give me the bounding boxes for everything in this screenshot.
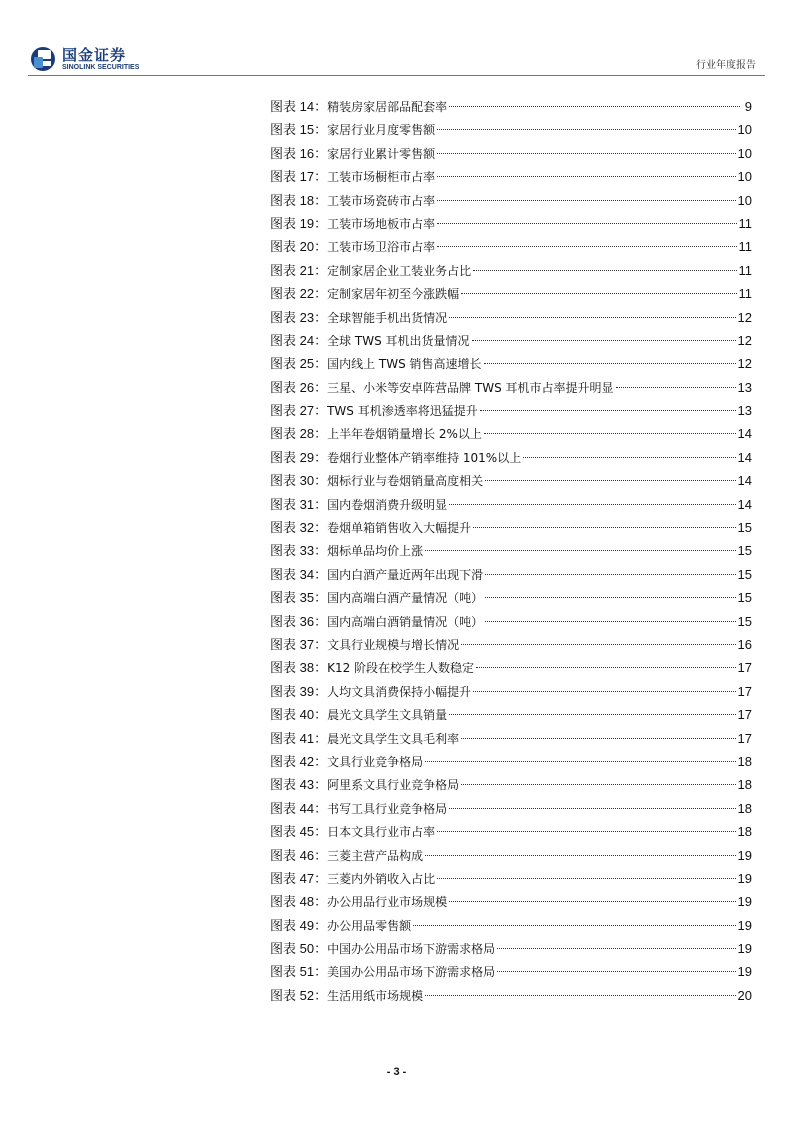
dot-leader — [461, 644, 735, 645]
figure-page-number: 17 — [737, 707, 752, 723]
figure-page-number: 13 — [737, 403, 752, 419]
toc-entry[interactable] — [270, 399, 752, 422]
toc-entry[interactable] — [270, 493, 752, 516]
figure-label: 图表 43： — [270, 777, 328, 793]
toc-entry[interactable] — [270, 633, 752, 656]
figure-title: 上半年卷烟销量增长 2%以上 — [327, 427, 482, 442]
dot-leader — [473, 527, 735, 528]
logo-chinese-name: 国金证券 — [62, 46, 127, 64]
dot-leader — [480, 410, 736, 411]
figure-label: 图表 32： — [270, 520, 328, 536]
toc-entry[interactable] — [270, 446, 752, 469]
dot-leader — [484, 433, 736, 434]
figure-label: 图表 36： — [270, 613, 328, 629]
toc-entry[interactable] — [270, 95, 752, 118]
figure-page-number: 11 — [738, 239, 752, 255]
figure-title: 三星、小米等安卓阵营品牌 TWS 耳机市占率提升明显 — [327, 380, 614, 395]
figure-page-number: 18 — [737, 800, 752, 816]
dot-leader — [449, 504, 735, 505]
figure-page-number: 19 — [737, 941, 752, 957]
figure-page-number: 15 — [737, 613, 752, 629]
figure-title: 全球 TWS 耳机出货量情况 — [327, 333, 470, 348]
figure-title: 全球智能手机出货情况 — [327, 310, 448, 325]
figure-page-number: 19 — [737, 964, 752, 980]
figure-label: 图表 44： — [270, 800, 328, 816]
figure-label: 图表 31： — [270, 496, 328, 512]
figure-page-number: 19 — [737, 870, 752, 886]
figure-title: 国内白酒产量近两年出现下滑 — [327, 567, 484, 582]
dot-leader — [449, 106, 740, 107]
figure-page-number: 12 — [737, 309, 752, 325]
figure-page-number: 14 — [737, 473, 752, 489]
figure-title: 办公用品零售额 — [327, 918, 412, 933]
figure-page-number: 15 — [737, 543, 752, 559]
figure-label: 图表 23： — [270, 309, 328, 325]
figure-label: 图表 15： — [270, 122, 328, 138]
figure-label: 图表 35： — [270, 590, 328, 606]
figure-label: 图表 52： — [270, 987, 328, 1003]
figure-title: 书写工具行业竞争格局 — [327, 801, 448, 816]
dot-leader — [473, 691, 735, 692]
dot-leader — [413, 925, 735, 926]
figure-page-number: 17 — [737, 730, 752, 746]
toc-entry[interactable] — [270, 797, 752, 820]
figure-title: 定制家居企业工装业务占比 — [327, 263, 472, 278]
figure-page-number: 10 — [737, 169, 752, 185]
figure-label: 图表 19： — [270, 215, 328, 231]
toc-entry[interactable] — [270, 750, 752, 773]
figure-title: 烟标单品均价上涨 — [327, 544, 424, 559]
figure-page-number: 12 — [737, 356, 752, 372]
dot-leader — [449, 317, 735, 318]
dot-leader — [473, 270, 736, 271]
toc-entry[interactable] — [270, 563, 752, 586]
company-logo — [30, 44, 170, 74]
figure-page-number: 10 — [737, 192, 752, 208]
figure-label: 图表 41： — [270, 730, 328, 746]
toc-entry[interactable] — [270, 469, 752, 492]
figure-page-number: 13 — [737, 379, 752, 395]
figure-page-number: 10 — [737, 122, 752, 138]
dot-leader — [497, 948, 735, 949]
dot-leader — [461, 738, 735, 739]
toc-entry[interactable] — [270, 516, 752, 539]
figure-title: 晨光文具学生文具毛利率 — [327, 731, 460, 746]
dot-leader — [425, 995, 735, 996]
logo-english-name: SINOLINK SECURITIES — [62, 64, 140, 71]
figure-page-number: 15 — [737, 566, 752, 582]
figure-label: 图表 30： — [270, 473, 328, 489]
toc-entry[interactable] — [270, 306, 752, 329]
figure-label: 图表 51： — [270, 964, 328, 980]
figure-label: 图表 46： — [270, 847, 328, 863]
figure-label: 图表 24： — [270, 332, 328, 348]
figure-label: 图表 45： — [270, 824, 328, 840]
dot-leader — [449, 901, 735, 902]
dot-leader — [437, 129, 735, 130]
figure-title: 晨光文具学生文具销量 — [327, 708, 448, 723]
header-divider — [28, 75, 765, 76]
dot-leader — [616, 387, 736, 388]
dot-leader — [497, 971, 735, 972]
figure-title: 卷烟单箱销售收入大幅提升 — [327, 521, 472, 536]
figure-title: 国内卷烟消费升级明显 — [327, 497, 448, 512]
figure-label: 图表 21： — [270, 262, 328, 278]
figure-page-number: 18 — [737, 753, 752, 769]
figure-title: 工装市场地板市占率 — [327, 216, 436, 231]
dot-leader — [449, 714, 735, 715]
figure-title: 国内高端白酒产量情况（吨） — [327, 591, 484, 606]
figure-page-number: 20 — [737, 987, 752, 1003]
dot-leader — [472, 340, 736, 341]
dot-leader — [437, 153, 735, 154]
figure-page-number: 9 — [744, 99, 752, 114]
dot-leader — [485, 621, 735, 622]
figure-title: 办公用品行业市场规模 — [327, 895, 448, 910]
figure-page-number: 17 — [737, 660, 752, 676]
figure-page-number: 11 — [738, 262, 752, 278]
figure-title: 文具行业规模与增长情况 — [327, 637, 460, 652]
toc-entry[interactable] — [270, 189, 752, 212]
figure-label: 图表 18： — [270, 192, 328, 208]
figure-label: 图表 33： — [270, 543, 328, 559]
dot-leader — [523, 457, 735, 458]
figure-title: 工装市场卫浴市占率 — [327, 240, 436, 255]
figure-title: 阿里系文具行业竞争格局 — [327, 778, 460, 793]
page-number: - 3 - — [386, 1066, 407, 1078]
dot-leader — [437, 223, 736, 224]
figure-title: 日本文具行业市占率 — [327, 825, 436, 840]
figure-page-number: 14 — [737, 496, 752, 512]
figure-label: 图表 25： — [270, 356, 328, 372]
toc-entry[interactable] — [270, 165, 752, 188]
figure-title: 人均文具消费保持小幅提升 — [327, 684, 472, 699]
toc-entry[interactable] — [270, 539, 752, 562]
toc-entry[interactable] — [270, 867, 752, 890]
page-header — [0, 0, 793, 80]
dot-leader — [425, 855, 735, 856]
toc-entry[interactable] — [270, 212, 752, 235]
figure-title: 国内线上 TWS 销售高速增长 — [327, 357, 482, 372]
figure-page-number: 19 — [737, 917, 752, 933]
figure-label: 图表 20： — [270, 239, 328, 255]
figure-title: 工装市场橱柜市占率 — [327, 170, 436, 185]
figure-label: 图表 48： — [270, 894, 328, 910]
dot-leader — [425, 761, 735, 762]
toc-entry[interactable] — [270, 914, 752, 937]
toc-entry[interactable] — [270, 960, 752, 983]
dot-leader — [437, 878, 735, 879]
figure-title: 工装市场瓷砖市占率 — [327, 193, 436, 208]
figure-page-number: 11 — [738, 286, 752, 302]
figure-title: 家居行业月度零售额 — [327, 123, 436, 138]
dot-leader — [484, 363, 736, 364]
figure-label: 图表 28： — [270, 426, 328, 442]
figure-label: 图表 49： — [270, 917, 328, 933]
toc-entry[interactable] — [270, 656, 752, 679]
toc-entry[interactable] — [270, 890, 752, 913]
dot-leader — [476, 667, 735, 668]
figure-title: 三菱主营产品构成 — [327, 848, 424, 863]
figure-title: 生活用纸市场规模 — [327, 988, 424, 1003]
dot-leader — [485, 480, 735, 481]
dot-leader — [485, 574, 735, 575]
figure-page-number: 18 — [737, 777, 752, 793]
toc-entry[interactable] — [270, 727, 752, 750]
figure-page-number: 18 — [737, 824, 752, 840]
toc-entry[interactable] — [270, 329, 752, 352]
figure-page-number: 14 — [737, 426, 752, 442]
figure-title: 卷烟行业整体产销率维持 101%以上 — [327, 450, 522, 465]
figure-title: 定制家居年初至今涨跌幅 — [327, 287, 460, 302]
sinolink-logo-icon — [30, 46, 56, 72]
figure-label: 图表 26： — [270, 379, 328, 395]
toc-entry[interactable] — [270, 282, 752, 305]
figure-label: 图表 16： — [270, 145, 328, 161]
figure-title: 精装房家居部品配套率 — [327, 100, 448, 114]
dot-leader — [437, 200, 735, 201]
toc-entry[interactable] — [270, 610, 752, 633]
toc-entry[interactable] — [270, 142, 752, 165]
toc-entry[interactable] — [270, 586, 752, 609]
figure-page-number: 10 — [737, 145, 752, 161]
figure-title: 美国办公用品市场下游需求格局 — [327, 965, 496, 980]
figure-title: 烟标行业与卷烟销量高度相关 — [327, 474, 484, 489]
figure-label: 图表 14： — [270, 99, 328, 114]
toc-entry[interactable] — [270, 844, 752, 867]
figure-page-number: 17 — [737, 683, 752, 699]
toc-entry[interactable] — [270, 259, 752, 282]
figure-page-number: 19 — [737, 894, 752, 910]
figure-label: 图表 38： — [270, 660, 328, 676]
toc-entry[interactable] — [270, 703, 752, 726]
dot-leader — [437, 176, 735, 177]
figure-title: TWS 耳机渗透率将迅猛提升 — [327, 404, 478, 419]
table-of-figures — [270, 95, 752, 1007]
toc-entry[interactable] — [270, 376, 752, 399]
toc-entry[interactable] — [270, 422, 752, 445]
figure-title: 三菱内外销收入占比 — [327, 871, 436, 886]
figure-label: 图表 22： — [270, 286, 328, 302]
figure-page-number: 14 — [737, 449, 752, 465]
dot-leader — [425, 550, 735, 551]
figure-label: 图表 47： — [270, 870, 328, 886]
figure-label: 图表 27： — [270, 403, 328, 419]
figure-title: K12 阶段在校学生人数稳定 — [327, 661, 475, 676]
figure-label: 图表 37： — [270, 636, 328, 652]
figure-label: 图表 50： — [270, 941, 328, 957]
toc-entry[interactable] — [270, 820, 752, 843]
toc-entry[interactable] — [270, 118, 752, 141]
figure-page-number: 15 — [737, 520, 752, 536]
toc-entry[interactable] — [270, 680, 752, 703]
toc-entry[interactable] — [270, 984, 752, 1007]
dot-leader — [437, 831, 735, 832]
toc-entry[interactable] — [270, 773, 752, 796]
report-type-label: 行业年度报告 — [696, 60, 756, 71]
figure-label: 图表 42： — [270, 753, 328, 769]
figure-label: 图表 39： — [270, 683, 328, 699]
figure-label: 图表 17： — [270, 169, 328, 185]
figure-page-number: 16 — [737, 636, 752, 652]
figure-title: 国内高端白酒销量情况（吨） — [327, 614, 484, 629]
figure-title: 文具行业竞争格局 — [327, 754, 424, 769]
figure-label: 图表 29： — [270, 449, 328, 465]
figure-page-number: 12 — [737, 332, 752, 348]
toc-entry[interactable] — [270, 352, 752, 375]
figure-label: 图表 34： — [270, 566, 328, 582]
dot-leader — [449, 808, 735, 809]
figure-page-number: 19 — [737, 847, 752, 863]
dot-leader — [461, 784, 735, 785]
dot-leader — [485, 597, 735, 598]
figure-page-number: 11 — [738, 215, 752, 231]
figure-title: 中国办公用品市场下游需求格局 — [327, 942, 496, 957]
figure-title: 家居行业累计零售额 — [327, 146, 436, 161]
figure-label: 图表 40： — [270, 707, 328, 723]
toc-entry[interactable] — [270, 235, 752, 258]
dot-leader — [437, 246, 736, 247]
dot-leader — [461, 293, 736, 294]
toc-entry[interactable] — [270, 937, 752, 960]
figure-page-number: 15 — [737, 590, 752, 606]
